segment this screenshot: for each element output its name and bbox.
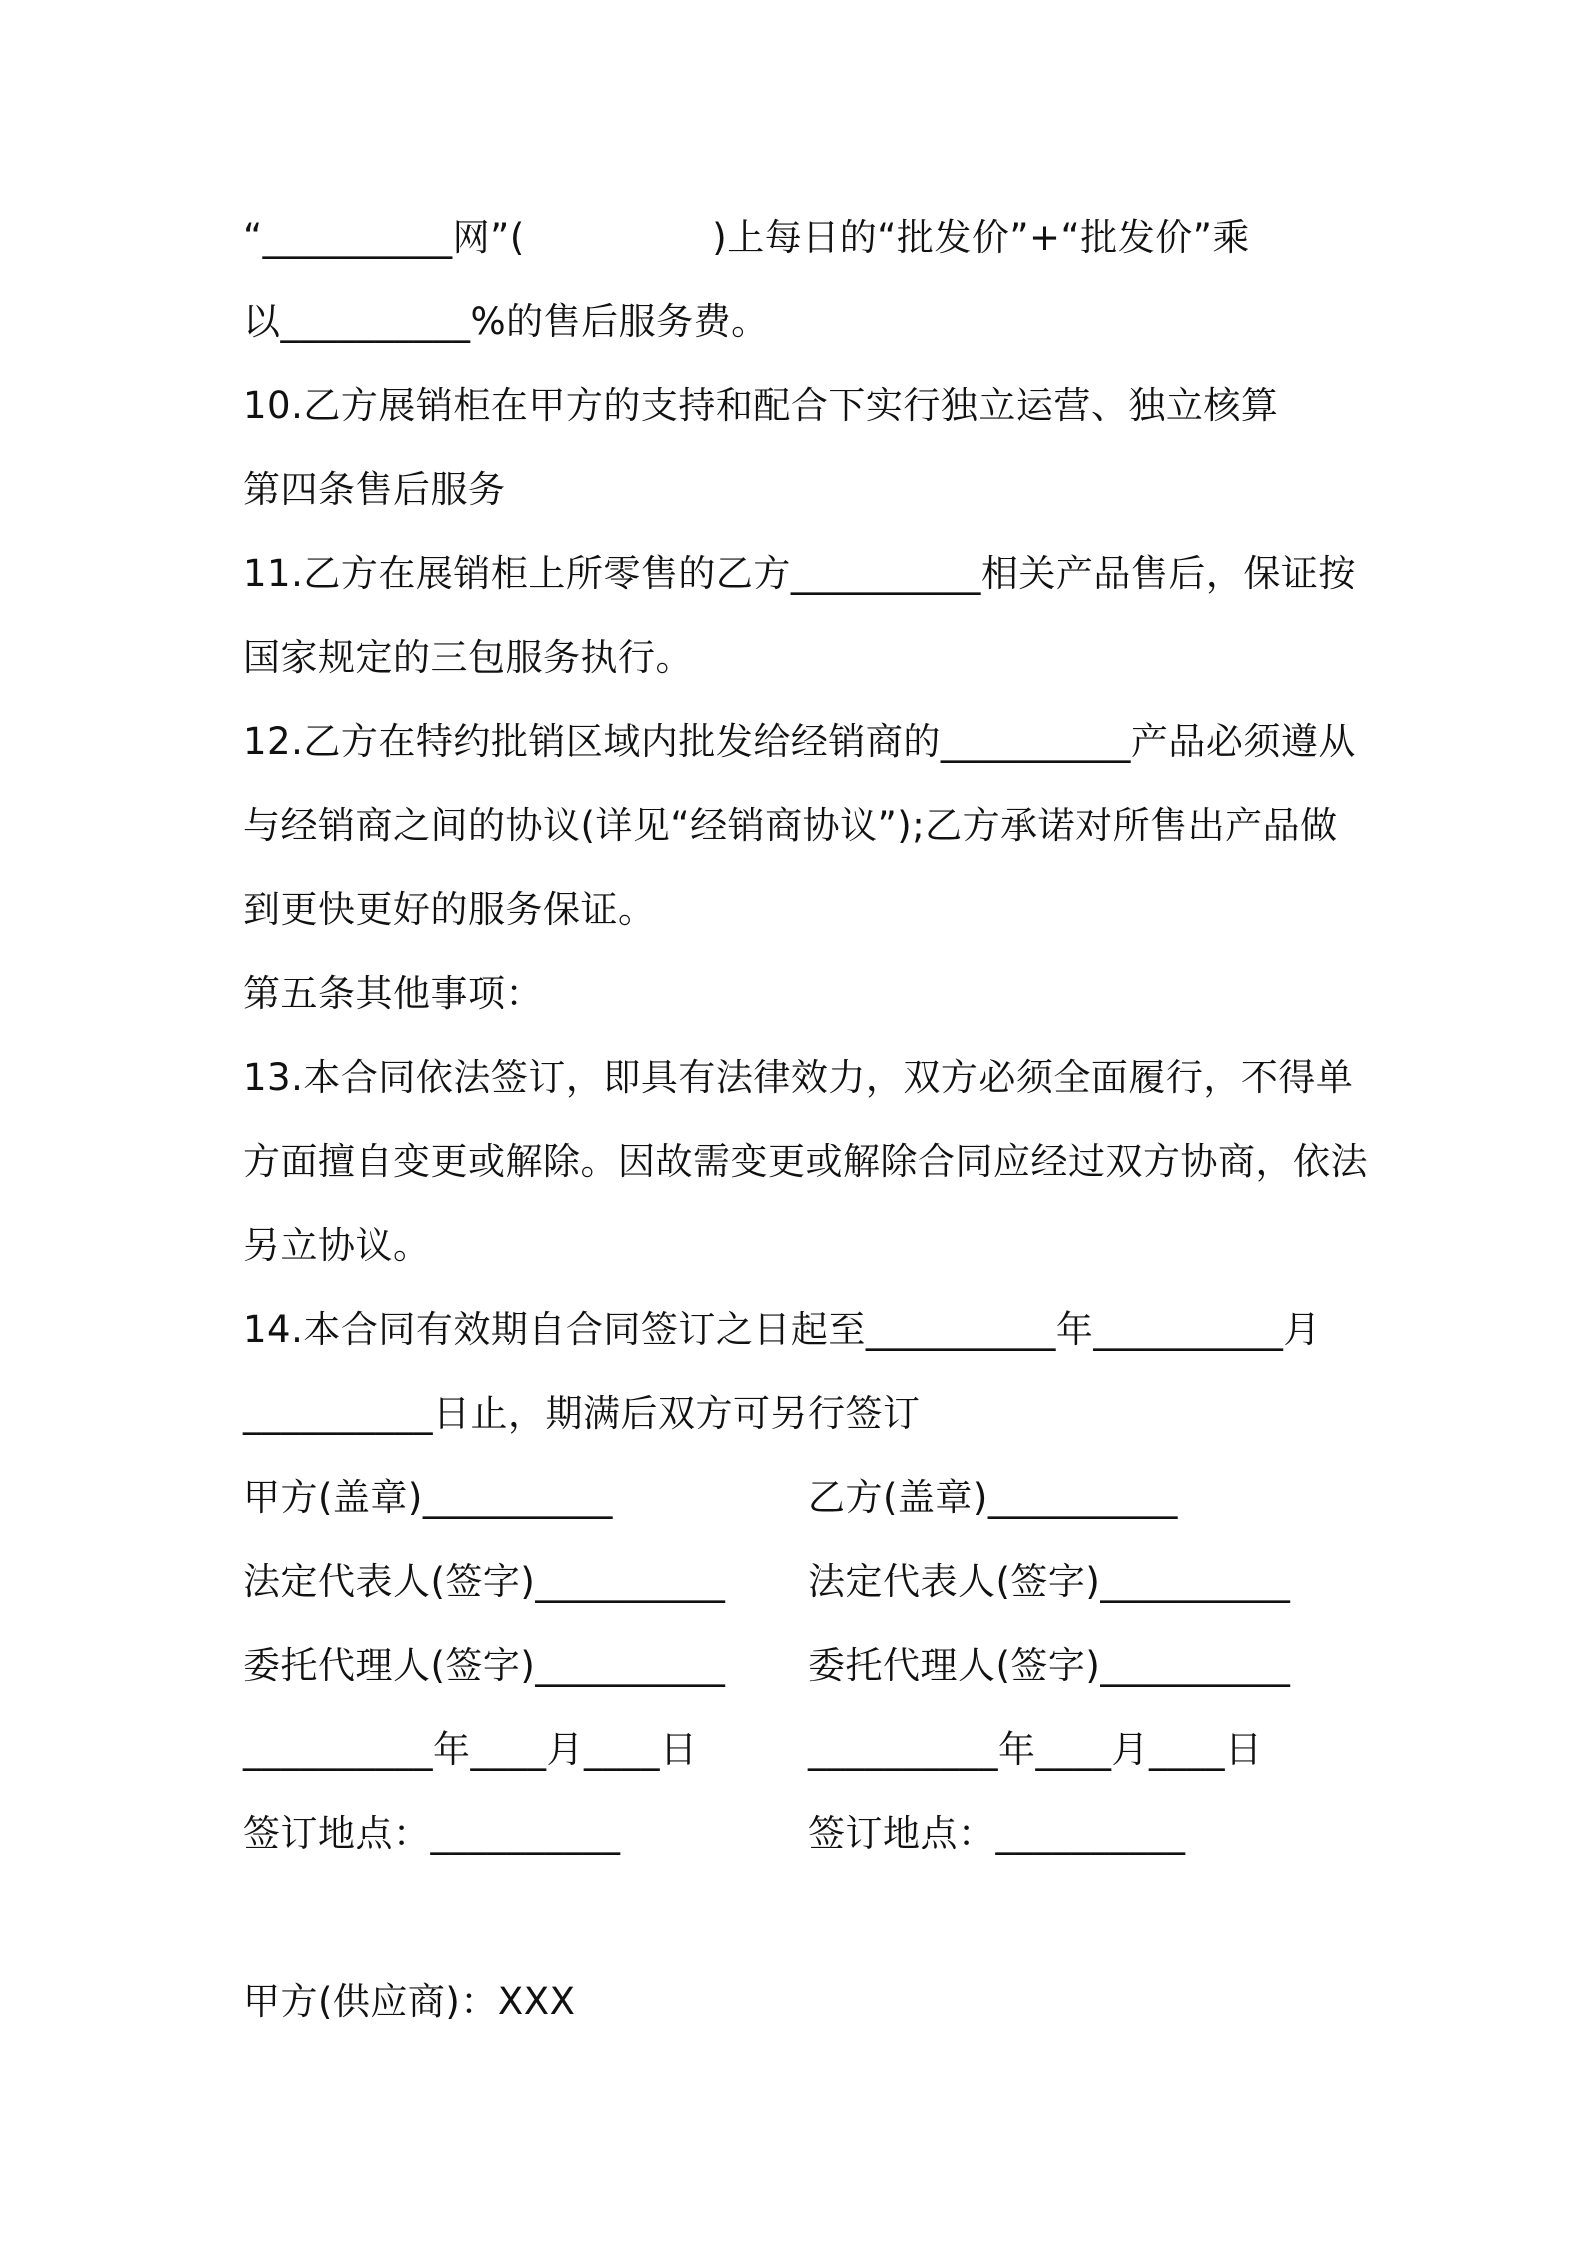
party-a-date: __________年____月____日 — [243, 1728, 698, 1771]
party-b-place: 签订地点：__________ — [808, 1812, 1186, 1855]
signature-row — [243, 1540, 1363, 1624]
party-a-seal: 甲方(盖章)__________ — [243, 1476, 613, 1519]
party-a-agent: 委托代理人(签字)__________ — [243, 1644, 726, 1687]
text-line: 12.乙方在特约批销区域内批发给经销商的__________产品必须遵从 — [243, 720, 1356, 763]
text-line: 与经销商之间的协议(详见“经销商协议”);乙方承诺对所售出产品做 — [243, 804, 1338, 847]
supplier-line: 甲方(供应商)：XXX — [243, 1980, 576, 2023]
text-line: 11.乙方在展销柜上所零售的乙方__________相关产品售后，保证按 — [243, 552, 1356, 595]
text-line: 14.本合同有效期自合同签订之日起至__________年__________月 — [243, 1308, 1321, 1351]
party-b-agent: 委托代理人(签字)__________ — [808, 1644, 1291, 1687]
text-line: 以__________%的售后服务费。 — [243, 300, 769, 343]
text-line: 另立协议。 — [243, 1224, 431, 1267]
section-heading: 第五条其他事项： — [243, 972, 543, 1015]
text-line: 13.本合同依法签订，即具有法律效力，双方必须全面履行，不得单 — [243, 1056, 1354, 1099]
party-a-legal-rep: 法定代表人(签字)__________ — [243, 1560, 726, 1603]
text-line: 10.乙方展销柜在甲方的支持和配合下实行独立运营、独立核算 — [243, 384, 1279, 427]
party-b-legal-rep: 法定代表人(签字)__________ — [808, 1560, 1291, 1603]
text-line: 到更快更好的服务保证。 — [243, 888, 656, 931]
spacer — [243, 1876, 1363, 1960]
party-a-place: 签订地点：__________ — [243, 1812, 621, 1855]
text-line: “__________网”( )上每日的“批发价”+“批发价”乘 — [243, 216, 1250, 259]
text-line: 国家规定的三包服务执行。 — [243, 636, 693, 679]
signature-row — [243, 1792, 1363, 1876]
text-line: 方面擅自变更或解除。因故需变更或解除合同应经过双方协商，依法 — [243, 1140, 1368, 1183]
signature-row — [243, 1456, 1363, 1540]
signature-row — [243, 1708, 1363, 1792]
signature-row — [243, 1624, 1363, 1708]
party-b-seal: 乙方(盖章)__________ — [808, 1476, 1178, 1519]
text-line: __________日止，期满后双方可另行签订 — [243, 1392, 921, 1435]
section-heading: 第四条售后服务 — [243, 468, 506, 511]
party-b-date: __________年____月____日 — [808, 1728, 1263, 1771]
contract-body — [243, 196, 1368, 2044]
